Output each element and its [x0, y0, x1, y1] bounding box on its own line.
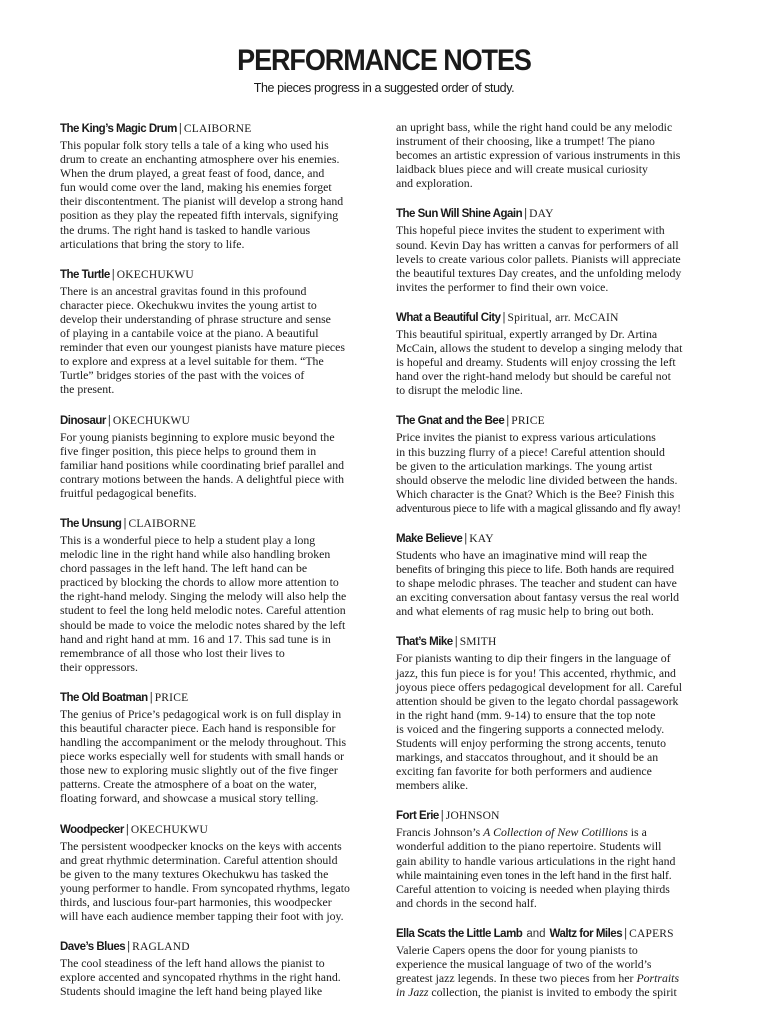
text-line: should observe the melodic line divided between the hands.	[396, 472, 678, 487]
composer-name: RAGLAND	[132, 941, 190, 954]
separator: |	[149, 691, 153, 704]
separator: |	[624, 927, 628, 940]
entry-heading	[396, 807, 716, 824]
text-line: fun would come over the land, making his enemies forget	[60, 180, 332, 195]
text-line: instrument of their choosing, like a trumpet! The piano	[396, 134, 655, 149]
composer-name: CLAIBORNE	[183, 123, 252, 135]
text-line: the beautiful textures Day creates, and the unfolding melody	[396, 265, 682, 280]
entry-heading	[396, 925, 716, 942]
text-line: young performer to handle. From syncopated rhythms, legato	[60, 880, 350, 895]
text-line: handling the accompaniment or the melody throughout. This	[60, 735, 347, 750]
text-line: the present.	[60, 382, 115, 397]
piece-title: The Old Boatman	[60, 691, 148, 704]
separator: |	[454, 636, 458, 649]
composer-name: SMITH	[459, 636, 497, 649]
text-line: laidback blues piece and will create musical curiosity	[396, 162, 648, 177]
text-line: patterns. Create the atmosphere of a boat on the water,	[60, 777, 317, 792]
text-line: drum to create an enchanting atmosphere over his enemies.	[60, 152, 340, 167]
text-line: gain ability to handle various articulations in the right hand	[396, 853, 676, 868]
page-subtitle: The pieces progress in a suggested order of study.	[253, 81, 515, 95]
piece-title: The Turtle	[60, 268, 110, 281]
entry-heading	[60, 689, 380, 706]
entry-the-sun-will-shine-again	[396, 205, 716, 293]
text-line: is hopeful and dreamy. Students will enjoy crossing the left	[396, 355, 676, 370]
collection-title: Portraits	[636, 971, 680, 986]
text-line: There is an ancestral gravitas found in this profound	[60, 283, 307, 298]
text-line: levels to create various color pallets. Pianists will appreciate	[396, 251, 681, 266]
text-fragment: collection, the pianist is invited to embody the spirit	[428, 985, 677, 1000]
text-line: chord passages in the left hand. The left hand can be	[60, 561, 308, 576]
piece-title: Fort Erie	[396, 810, 439, 823]
text-line: This hopeful piece invites the student to experiment with	[396, 223, 665, 238]
text-line: and exploration.	[396, 176, 473, 191]
entry-description	[60, 533, 380, 674]
text-line: student to feel the long held melodic notes. Careful attention	[60, 603, 346, 618]
title-conjunction: and	[526, 927, 546, 940]
text-line: This beautiful spiritual, expertly arranged by Dr. Artina	[396, 326, 658, 341]
entry-the-unsung	[60, 515, 380, 674]
entry-make-believe	[396, 530, 716, 618]
text-line: position as they play the repeated fifth intervals, signifying	[60, 208, 339, 223]
text-line: will have each audience member tapping their foot with joy.	[60, 909, 344, 924]
text-line: For young pianists beginning to explore music beyond the	[60, 429, 335, 444]
entry-heading	[396, 633, 716, 650]
separator: |	[506, 415, 510, 428]
entry-description	[396, 223, 716, 293]
entry-what-a-beautiful-city	[396, 309, 716, 397]
text-line: When the drum played, a great feast of food, dance, and	[60, 166, 325, 181]
text-line: their oppressors.	[60, 659, 138, 674]
text-line: jazz, this fun piece is for you! This accented, rhythmic, and	[396, 665, 676, 680]
text-line: character piece. Okechukwu invites the young artist to	[60, 297, 317, 312]
separator: |	[464, 532, 468, 545]
text-line: those new to exploring music slightly out of the five finger	[60, 763, 338, 778]
text-line: benefits of bringing this piece to life. Both hands are required	[396, 562, 674, 577]
entry-description	[60, 956, 380, 998]
text-line: members alike.	[396, 778, 469, 793]
text-line: practiced by blocking the chords to allow more attention to	[60, 575, 339, 590]
text-line: should be made to voice the melodic notes shared by the left	[60, 617, 346, 632]
text-line: wonderful addition to the piano repertoire. Students will	[396, 839, 662, 854]
piece-title: The Unsung	[60, 517, 122, 530]
entry-thats-mike	[396, 633, 716, 792]
piece-title: Waltz for Miles	[549, 927, 623, 940]
entry-description	[60, 284, 380, 397]
entry-description	[396, 651, 716, 792]
collection-title: in Jazz	[396, 985, 429, 1000]
text-line: articulations that bring the story to life.	[60, 236, 245, 251]
entry-heading	[60, 120, 380, 137]
piece-title: That’s Mike	[396, 636, 453, 649]
text-line: their discontentment. The pianist will develop a strong hand	[60, 194, 344, 209]
left-column	[60, 120, 380, 1013]
collection-title: A Collection of New Cotillions	[483, 825, 628, 840]
text-line: and great rhythmic determination. Careful attention should	[60, 852, 338, 867]
text-line: while maintaining even tones in the left hand in the first half.	[396, 867, 672, 882]
entry-ella-scats-waltz-for-miles	[396, 925, 716, 999]
text-line: Price invites the pianist to express various articulations	[396, 430, 656, 445]
text-line: five finger position, this piece helps to ground them in	[60, 443, 317, 458]
text-line: The cool steadiness of the left hand allows the pianist to	[60, 956, 325, 971]
entry-heading	[60, 515, 380, 532]
text-line: The persistent woodpecker knocks on the keys with accents	[60, 838, 342, 853]
text-line: Students who have an imaginative mind will reap the	[396, 547, 647, 562]
separator: |	[178, 123, 182, 135]
entry-heading	[60, 412, 380, 429]
text-line: the right-hand melody. Singing the melody will also help the	[60, 589, 347, 604]
text-line: and chords in the second half.	[396, 895, 537, 910]
text-line: exciting fan favorite for both performers and audience	[396, 764, 652, 779]
separator: |	[524, 208, 528, 221]
entry-heading	[396, 309, 716, 326]
composer-name: JOHNSON	[445, 810, 500, 823]
piece-title: Make Believe	[396, 532, 463, 545]
text-line: This is a wonderful piece to help a student play a long	[60, 532, 316, 547]
piece-title: The King’s Magic Drum	[60, 123, 177, 135]
text-line: be given to the many textures Okechukwu has tasked the	[60, 866, 329, 881]
text-line: Students should imagine the left hand being played like	[60, 984, 323, 999]
text-line: Turtle” bridges stories of the past with the voices of	[60, 368, 305, 383]
composer-name: OKECHUKWU	[112, 414, 191, 427]
composer-name: PRICE	[154, 691, 189, 704]
text-line: adventurous piece to life with a magical glissando and fly away!	[396, 500, 681, 515]
entry-daves-blues-continued	[396, 120, 716, 190]
text-line: this beautiful character piece. Each hand is responsible for	[60, 721, 336, 735]
text-line: melodic line in the right hand while also handling broken	[60, 547, 331, 562]
text-line: fruitful pedagogical benefits.	[60, 485, 197, 500]
text-line: familiar hand positions while coordinating brief parallel and	[60, 457, 345, 472]
separator: |	[125, 823, 129, 836]
composer-name: DAY	[529, 208, 554, 221]
entry-the-old-boatman	[60, 689, 380, 806]
composer-name: CLAIBORNE	[128, 517, 197, 530]
entry-description	[396, 943, 716, 999]
right-column	[396, 120, 716, 1014]
text-line: becomes an artistic expression of various instruments in this	[396, 148, 681, 163]
text-line: joyous piece offers pedagogical development for all. Careful	[396, 679, 683, 694]
entry-heading	[60, 266, 380, 283]
piece-title: Dinosaur	[60, 414, 106, 427]
separator: |	[111, 268, 115, 281]
text-line: to explore and express at a level suitable for them. “The	[60, 354, 324, 369]
entry-daves-blues	[60, 938, 380, 998]
entry-description	[60, 707, 380, 806]
text-fragment: is a	[627, 825, 647, 840]
text-line: invites the performer to find their own voice.	[396, 279, 609, 294]
entry-the-gnat-and-the-bee	[396, 412, 716, 515]
text-line: Which character is the Gnat? Which is the Bee? Finish this	[396, 486, 675, 501]
piece-title: What a Beautiful City	[396, 311, 501, 324]
text-line: an exciting conversation about fantasy versus the real world	[396, 590, 680, 605]
text-line: be given to the articulation markings. The young artist	[396, 458, 653, 473]
entry-kings-magic-drum	[60, 120, 380, 251]
piece-title: Ella Scats the Little Lamb	[396, 927, 523, 940]
entry-woodpecker	[60, 821, 380, 924]
text-line: hand over the right-hand melody but should be careful not	[396, 369, 671, 384]
piece-title: The Gnat and the Bee	[396, 415, 505, 428]
entry-fort-erie	[396, 807, 716, 910]
text-line: in the right hand (mm. 9-14) to ensure that the top note	[396, 707, 656, 722]
composer-name: Spiritual, arr. McCAIN	[507, 311, 619, 324]
text-line: McCain, allows the student to develop a singing melody that	[396, 341, 683, 356]
entry-heading	[396, 412, 716, 429]
text-line: the drums. The right hand is tasked to handle various	[60, 222, 311, 237]
text-line: explore accented and syncopated rhythms in the right hand.	[60, 970, 341, 985]
entry-heading	[396, 530, 716, 547]
separator: |	[502, 311, 506, 324]
entry-description	[396, 430, 716, 515]
text-line: markings, and staccatos throughout, and it should be an	[396, 750, 659, 765]
text-line: of playing in a cantabile voice at the piano. A beautiful	[60, 326, 319, 341]
text-line: Students will enjoy performing the strong accents, tenuto	[396, 736, 666, 750]
text-line: sound. Kevin Day has written a canvas for performers of all	[396, 237, 679, 252]
text-line: reminder that even our youngest pianists have mature pieces	[60, 340, 345, 355]
text-line: greatest jazz legends. In these two pieces from her	[396, 971, 634, 986]
text-line: thirds, and luscious four-part harmonies, this woodpecker	[60, 894, 332, 909]
text-line: an upright bass, while the right hand could be any melodic	[396, 120, 673, 134]
text-line: experience the musical language of two of the world’s	[396, 957, 652, 972]
entry-description	[60, 839, 380, 924]
text-line: to disrupt the melodic line.	[396, 383, 523, 398]
page-title: PERFORMANCE NOTES	[237, 44, 531, 77]
entry-the-turtle	[60, 266, 380, 397]
entry-heading	[396, 205, 716, 222]
composer-name: KAY	[469, 532, 494, 545]
text-line: hand and right hand at mm. 16 and 17. This sad tune is in	[60, 631, 331, 646]
entry-description	[396, 548, 716, 618]
entry-description	[60, 138, 380, 251]
separator: |	[127, 941, 131, 954]
text-line: and what elements of rag music help to bring out both.	[396, 604, 654, 619]
text-line: in this buzzing flurry of a piece! Careful attention should	[396, 444, 665, 459]
text-line: Valerie Capers opens the door for young pianists to	[396, 942, 638, 957]
text-line: is voiced and the fingering supports a connected melody.	[396, 721, 665, 736]
entry-heading	[60, 938, 380, 955]
piece-title: The Sun Will Shine Again	[396, 208, 523, 221]
composer-name: PRICE	[511, 415, 545, 428]
text-line: remembrance of all those who lost their lives to	[60, 645, 285, 660]
piece-title: Dave’s Blues	[60, 941, 126, 954]
text-line: Careful attention to voicing is needed when playing thirds	[396, 881, 670, 896]
entry-description	[60, 430, 380, 500]
text-line: floating forward, and showcase a musical story telling.	[60, 791, 319, 806]
separator: |	[123, 517, 127, 530]
text-line: develop their understanding of phrase structure and sense	[60, 311, 331, 326]
entry-description	[396, 120, 716, 190]
text-fragment: Francis Johnson’s	[396, 825, 484, 840]
composer-name: OKECHUKWU	[130, 823, 208, 836]
page-header	[0, 44, 768, 96]
entry-heading	[60, 821, 380, 838]
piece-title: Woodpecker	[60, 823, 124, 836]
text-line: For pianists wanting to dip their fingers in the language of	[396, 651, 671, 666]
separator: |	[440, 810, 444, 823]
text-line: to shape melodic phrases. The teacher and student can have	[396, 576, 677, 591]
entry-description	[396, 327, 716, 397]
text-line: This popular folk story tells a tale of a king who used his	[60, 138, 329, 152]
separator: |	[107, 414, 111, 427]
text-line: attention should be given to the legato chordal passagework	[396, 693, 679, 708]
entry-dinosaur	[60, 412, 380, 500]
entry-description	[396, 825, 716, 910]
text-line: The genius of Price’s pedagogical work is on full display in	[60, 706, 342, 721]
composer-name: CAPERS	[629, 927, 674, 940]
composer-name: OKECHUKWU	[116, 268, 194, 281]
text-line: contrary motions between the hands. A delightful piece with	[60, 471, 345, 486]
text-line: piece works especially well for students with small hands or	[60, 749, 345, 764]
